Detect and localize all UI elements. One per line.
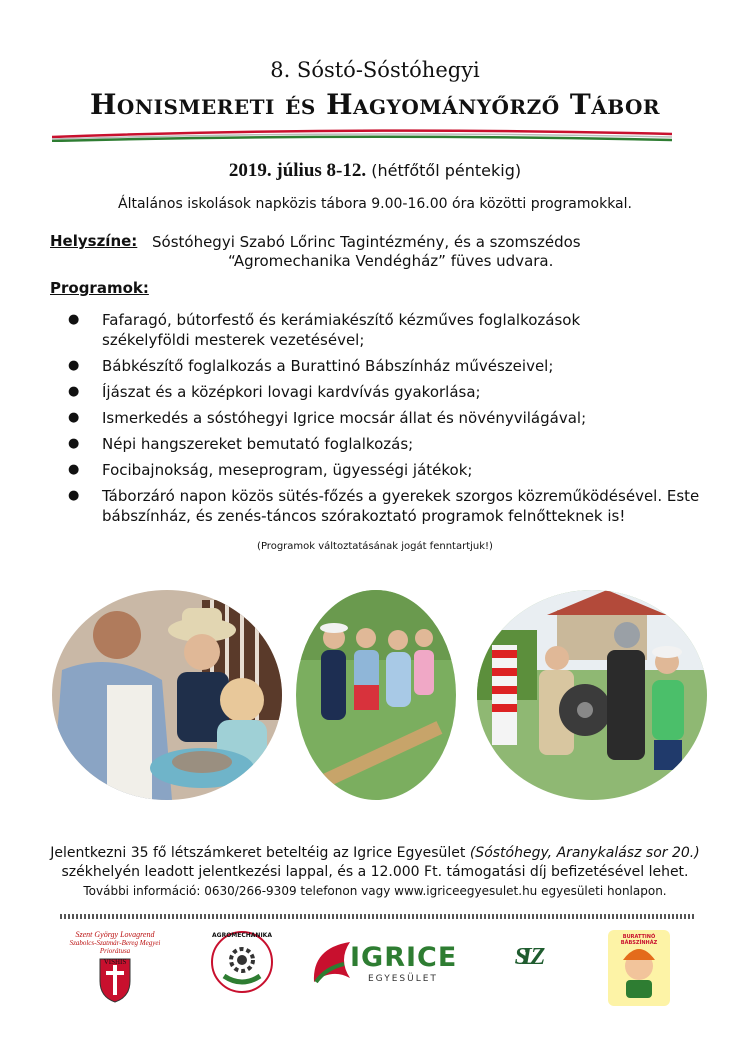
- igrice-name: IGRICE: [350, 942, 458, 973]
- balance-game-photo: [296, 590, 456, 800]
- list-item: ● Népi hangszereket bemutató foglalkozás;: [68, 434, 708, 454]
- leaf-icon: [310, 938, 354, 988]
- program-list: [68, 310, 708, 532]
- list-item: ● Ismerkedés a sóstóhegyi Igrice mocsár állat és növényvilágával;: [68, 408, 708, 428]
- date-value: 2019. július 8-12.: [228, 160, 367, 181]
- dotted-divider: [60, 914, 694, 919]
- burattino-logo: [608, 930, 670, 1006]
- slz-monogram-logo: [505, 930, 549, 1006]
- programs-label: Programok:: [50, 279, 149, 297]
- lovagrend-name: Szent György Lovagrend: [75, 930, 155, 939]
- contact-info: További információ: 0630/266-9309 telefonon vagy www.igriceegyesulet.hu egyesületi honlapon.: [83, 884, 667, 898]
- tricolor-swoosh: [52, 128, 672, 142]
- registration-address: (Sóstóhegy, Aranykalász sor 20.): [469, 845, 700, 861]
- pottery-photo: [52, 590, 282, 800]
- lovagrend-motto: VISHIS: [103, 958, 127, 966]
- program-note: (Programok változtatásának jogát fenntartjuk!): [257, 541, 493, 552]
- date-note: (hétfőtől péntekig): [371, 161, 522, 180]
- list-item: ● Focibajnokság, meseprogram, ügyességi játékok;: [68, 460, 708, 480]
- event-description: Általános iskolások napközis tábora 9.00-16.00 óra közötti programokkal.: [118, 196, 632, 212]
- subtitle: 8. Sóstó-Sóstóhegyi: [270, 58, 480, 82]
- page-title: Honismereti és Hagyományőrző Tábor: [89, 88, 661, 121]
- igrice-logo: [310, 930, 458, 1006]
- lovagrend-logo: [55, 930, 175, 1006]
- agromechanika-logo: [210, 930, 274, 1006]
- burattino-text: BURATTINÓ BÁBSZÍNHÁZ: [620, 934, 658, 946]
- location-label: Helyszíne:: [50, 232, 138, 250]
- location-line-2: “Agromechanika Vendégház” füves udvara.: [228, 252, 554, 270]
- monogram-text: SLZ: [514, 944, 540, 970]
- list-item: ● Táborzáró napon közös sütés-főzés a gyerekek szorgos közreműködésével. Este bábszínház, és zenés-táncos szórakoztató programok felnőtteknek is!: [68, 486, 702, 526]
- location-line-1: Sóstóhegyi Szabó Lőrinc Tagintézmény, és a szomszédos: [152, 233, 581, 251]
- knights-photo: [477, 590, 707, 800]
- list-item: ● Íjászat és a középkori lovagi kardvívás gyakorlása;: [68, 382, 708, 402]
- list-item: ● Bábkészítő foglalkozás a Burattinó Bábszínház művészeivel;: [68, 356, 708, 376]
- registration-line-2: székhelyén leadott jelentkezési lappal, és a 12.000 Ft. támogatási díj befizetésével lehet.: [61, 864, 689, 880]
- igrice-subtitle: EGYESÜLET: [368, 974, 438, 984]
- registration-info: [0, 844, 750, 901]
- agromechanika-text: AGROMECHANIKA: [212, 932, 272, 939]
- list-item: ● Fafaragó, bútorfestő és kerámiakészítő kézműves foglalkozások székelyföldi mesterek vezetésével;: [68, 310, 622, 350]
- event-date: [0, 160, 750, 182]
- registration-line-1: Jelentkezni 35 fő létszámkeret beteltéig az Igrice Egyesület: [50, 845, 466, 861]
- lovagrend-region: Szabolcs-Szatmár-Bereg Megyei Priorátusa: [69, 939, 161, 955]
- gear-icon: [210, 930, 274, 994]
